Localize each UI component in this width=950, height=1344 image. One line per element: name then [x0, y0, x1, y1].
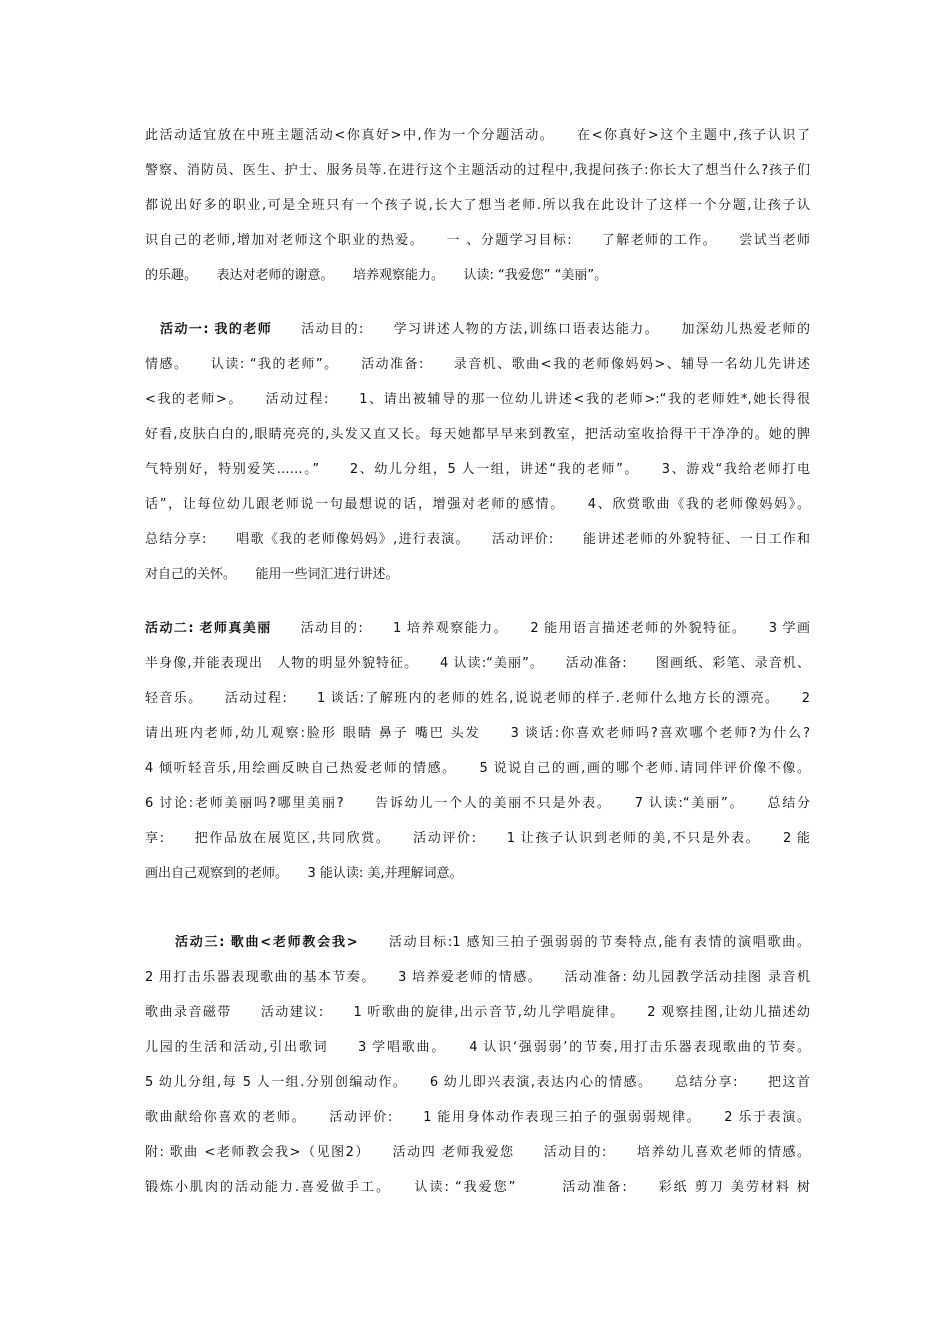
- text-line: 识自己的老师,增加对老师这个职业的热爱。 一 、分题学习目标: 了解老师的工作。 尝试当老师: [145, 233, 810, 248]
- text-line: 2 用打击乐器表现歌曲的基本节奏。 3 培养爱老师的情感。 活动准备: 幼儿园教学活动挂图 录音机: [145, 970, 810, 985]
- text-run: 活动目的: 学习讲述人物的方法,训练口语表达能力。 加深幼儿热爱老师的: [272, 322, 810, 337]
- section-title: 活动二: 老师真美丽: [145, 621, 272, 636]
- section-title: 活动三: 歌曲<老师教会我>: [175, 935, 358, 950]
- text-line: 请出班内老师,幼儿观察:脸形 眼睛 鼻子 嘴巴 头发 3 谈话:你喜欢老师吗?喜欢哪个老师?为什么?: [145, 726, 810, 741]
- text-line: 4 倾听轻音乐,用绘画反映自己热爱老师的情感。 5 说说自己的画,画的哪个老师.请同伴评价像不像。: [145, 761, 810, 776]
- text-line: 总结分享: 唱歌《我的老师像妈妈》,进行表演。 活动评价: 能讲述老师的外貌特征、一日工作和: [145, 532, 810, 547]
- section-first-line: [160, 322, 810, 338]
- text-line: 话”，让每位幼儿跟老师说一句最想说的话，增强对老师的感情。 4、欣赏歌曲《我的老师像妈妈》。: [145, 497, 810, 512]
- text-line: 享: 把作品放在展览区,共同欣赏。 活动评价: 1 让孩子认识到老师的美,不只是外表。 2 能: [145, 831, 810, 846]
- section-first-line: [175, 935, 810, 951]
- text-line: 歌曲献给你喜欢的老师。 活动评价: 1 能用身体动作表现三拍子的强弱弱规律。 2 乐于表演。: [145, 1110, 810, 1125]
- text-line: 锻炼小肌肉的活动能力.喜爱做手工。 认读: “我爱您” 活动准备: 彩纸 剪刀 美劳材料 树: [145, 1180, 810, 1195]
- text-line: 好看,皮肤白白的,眼睛亮亮的,头发又直又长。每天她都早早来到教室，把活动室收拾得干干净净的。她的脾: [145, 427, 810, 442]
- text-line: 歌曲录音磁带 活动建议: 1 听歌曲的旋律,出示音节,幼儿学唱旋律。 2 观察挂图,让幼儿描述幼: [145, 1005, 810, 1020]
- text-run: 活动目的: 1 培养观察能力。 2 能用语言描述老师的外貌特征。 3 学画: [271, 621, 810, 636]
- text-line: 的乐趣。 表达对老师的谢意。 培养观察能力。 认读: “我爱您” “美丽”。: [145, 268, 608, 283]
- text-line: 对自己的关怀。 能用一些词汇进行讲述。: [145, 567, 399, 582]
- text-run: 活动目标:1 感知三拍子强弱弱的节奏特点,能有表情的演唱歌曲。: [357, 935, 810, 950]
- text-line: 气特别好，特别爱笑……。” 2、幼儿分组，5 人一组，讲述“我的老师”。 3、游戏“我给老师打电: [145, 462, 810, 477]
- text-line: 儿园的生活和活动,引出歌词 3 学唱歌曲。 4 认识‘强弱弱’的节奏,用打击乐器表现歌曲的节奏。: [145, 1040, 810, 1055]
- text-line: 附: 歌曲 <老师教会我>（见图2） 活动四 老师我爱您 活动目的: 培养幼儿喜欢老师的情感。: [145, 1145, 810, 1160]
- section-title: 活动一: 我的老师: [160, 322, 273, 337]
- text-line: 5 幼儿分组,每 5 人一组.分别创编动作。 6 幼儿即兴表演,表达内心的情感。 总结分享: 把这首: [145, 1075, 810, 1090]
- section-first-line: [145, 621, 810, 637]
- text-line: 半身像,并能表现出 人物的明显外貌特征。 4 认读:“美丽”。 活动准备: 图画纸、彩笔、录音机、: [145, 656, 810, 671]
- text-line: 画出自己观察到的老师。 3 能认读: 美,并理解词意。: [145, 866, 463, 881]
- text-line: 都说出好多的职业,可是全班只有一个孩子说,长大了想当老师.所以我在此设计了这样一个分题,让孩子认: [145, 198, 810, 213]
- text-line: 警察、消防员、医生、护士、服务员等.在进行这个主题活动的过程中,我提问孩子:你长大了想当什么?孩子们: [145, 163, 810, 178]
- text-line: 轻音乐。 活动过程: 1 谈话:了解班内的老师的姓名,说说老师的样子.老师什么地方长的漂亮。 2: [145, 691, 810, 706]
- text-line: <我的老师>。 活动过程: 1、请出被辅导的那一位幼儿讲述<我的老师>:“我的老师姓*,她长得很: [145, 392, 810, 407]
- text-line: 此活动适宜放在中班主题活动<你真好>中,作为一个分题活动。 在<你真好>这个主题中,孩子认识了: [145, 128, 810, 143]
- text-line: 6 讨论:老师美丽吗?哪里美丽? 告诉幼儿一个人的美丽不只是外表。 7 认读:“美丽”。 总结分: [145, 796, 810, 811]
- text-line: 情感。 认读: “我的老师”。 活动准备: 录音机、歌曲<我的老师像妈妈>、辅导一名幼儿先讲述: [145, 357, 810, 372]
